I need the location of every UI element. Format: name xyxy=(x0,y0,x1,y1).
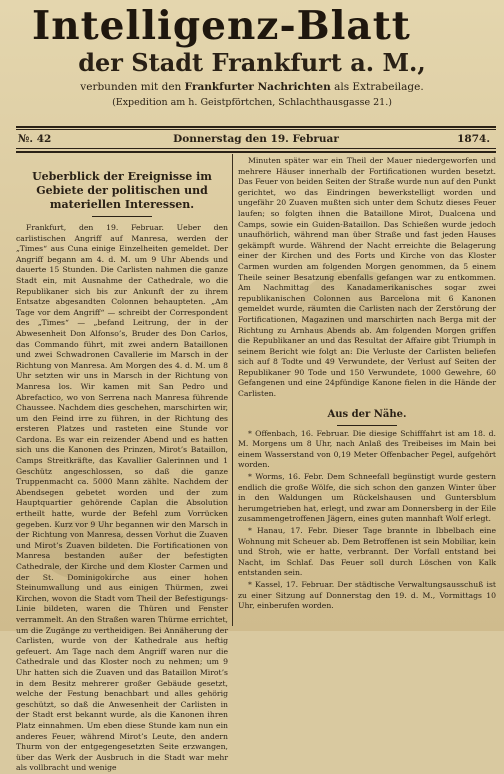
dateline xyxy=(16,132,496,146)
right-column xyxy=(238,156,496,626)
news-item: * Offenbach, 16. Februar. Die diesige Schifffahrt ist am 18. d. M. Morgens um 8 Uhr, nach Anlaß des Treibeises im Main bei einem Wasserstand von 0,19 Meter Offenbacher Pegel, aufgehört worden. xyxy=(238,428,496,470)
article-heading: Ueberblick der Ereignisse im Gebiete der politischen und materiellen Interessen. xyxy=(32,170,212,211)
news-item: * Worms, 16. Febr. Dem Schneefall begünstigt wurde gestern endlich die große Wölfe, die sich schon den ganzen Winter über in den Waldungen um Rückelshausen und Guntersblum herumgetrieben hat, erlegt, und zwar am Donnersberg in der Eile zusammengetroffenen Jägern, eines guten mannhaft Wolf erlegt. xyxy=(238,472,496,524)
expedition-line: (Expedition am h. Geistpförtchen, Schlachthausgasse 21.) xyxy=(112,97,392,108)
article-body: Frankfurt, den 19. Februar. Ueber den carlistischen Angriff auf Manresa, werden der „Times“ aus Cuna einige Einzelheiten gemeldet. Der Angriff begann am 4. d. M. um 9 Uhr Abends und dauerte 15 Stunden. Die Carlisten nahmen die ganze Stadt ein, mit Ausnahme der Cathedrale, wo die Republikaner sich bis zur Ankunft der zu ihrem Entsatze abgesandten Colonnen behaupteten. „Am Tage vor dem Angriff“ — schreibt der Correspondent des „Times“ — „befand Leitrung, der in der Abwesenheit Don Alfonso’s, Bruder des Don Carlos, das Commando führt, mit zwei andern Bataillonen und zwei Schwadronen Cavallerie im Marsch in der Richtung von Manresa. Am Morgen des 4. d. M. um 8 Uhr setzten wir uns in Marsch in der Richtung von Manresa los. Wir kamen mit San Pedro und Abrefactico, wo von Serrena nach Manresa führende Chaussee. Nachdem dies geschehen, marschirten wir, um den Feind irre zu führen, in der Richtung des ersteren Platzes und rasteten eine Stunde vor Cardona. Es war ein reizender Abend und es hatten sich uns die Kanonen des Prinzen, Mirot’s Bataillon, Camps Streitkräfte, das Kavallier Galerinnen und 1 Geschütz angeschlossen, so daß die ganze Truppenmacht ca. 5000 Mann zählte. Nachdem der Abendsegen gebetet worden und der zum Hauptquartier gehörende Caplan die Absolution ertheilt hatte, wurde der Befehl zum Vorrücken gegeben. Kurz vor 9 Uhr begannen wir den Marsch in der Richtung von Manresa, dessen Vorhut die Zuaven und Mirot’s Zuaven bildeten. Die Fortificationen von Manresa bestanden außer der befestigten Cathedrale, der Kirche und dem Kloster Carmen und der St. Dominigokirche aus einer hohen Steinumwallung und aus einigen Thürmen, zwei Kirchen, wovon die Stadt vom Theil der Befestigungs-Linie bildeten, waren die Thüren und Fenster verrammelt. An den Straßen waren Thürme errichtet, um die Zugänge zu vertheidigen. Bei Annäherung der Carlisten, wurde von der Kathedrale aus heftig gefeuert. Am Tage nach dem Angriff waren nur die Cathedrale und das Kloster noch zu nehmen; um 9 Uhr hatten sich die Zuaven und das Bataillon Mirot’s in dem Besitz mehrerer großer Gebäude gesetzt, welche der Festung benachbart und alles gehörig geschützt, so daß die Anwesenheit der Carlisten in der Stadt erst bekannt wurde, als die Kanonen ihren Platz einnahmen. Um eben diese Stunde kam nun ein anderes Feuer, während Mirot’s Leute, den andern Thurm von der entgegengesetzten Seite erzwangen, über das Werk der Ausbruch in die Stadt war mehr als vollbracht und wenige xyxy=(16,223,228,773)
article-body-continued: Minuten später war ein Theil der Mauer niedergeworfen und mehrere Häuser innerhalb der Fortificationen wurden besetzt. Das Feuer von beiden Seiten der Straße wurde nun auf den Punkt gerichtet, wo das Eindringen bewerkstelligt worden und ungefähr 20 Zuaven mußten sich unter dem Schutz dieses Feuer laufen; so folgten ihnen die Bataillone Mirot, Dualcena und Camps, sowie ein Guiden-Bataillon. Das Schießen wurde jedoch unaufhörlich, während man über Straße und fast jeden Hauses gekämpft wurde. Während der Nacht erreichte die Belagerung einer der Kirchen und des Forts und Kirche von das Kloster Carmen wurden am folgenden Morgen genommen, da 5 einem Theile seiner Besatzung ebenfalls gefangen war zu entkommen. Am Nachmittag des Kanadamerikanisches sogar zwei republikanischen Colonnen aus Barcelona mit 6 Kanonen gemeldet wurde, räumten die Carlisten nach der Zerstörung der Fortificationen, Magazinen und marschirten nach Berga mit der Richtung zu Arnhaus Abends ab. Am folgenden Morgen griffen die Republikaner an und das Resultat der Affaire gibt Triumph in seinem Bericht wie folgt an: Die Verluste der Carlisten beliefen sich auf 8 Todte und 49 Verwundete, der Verlust auf Seiten der Republikaner 90 Tode und 150 Verwundete, 1000 Gewehre, 60 Gefangenen und eine 24pfündige Kanone fielen in die Hände der Carlisten. xyxy=(238,156,496,399)
left-column xyxy=(16,156,228,773)
issue-date: Donnerstag den 19. Februar xyxy=(173,133,339,145)
issue-number: №. 42 xyxy=(18,133,52,145)
section-heading: Aus der Nähe. xyxy=(327,408,407,420)
dateline-rule-thick xyxy=(16,151,496,153)
masthead-rule xyxy=(16,126,496,128)
news-item: * Kassel, 17. Februar. Der städtische Verwaltungsausschuß ist zu einer Sitzung auf Donnerstag den 19. d. M., Vormittags 10 Uhr, einberufen worden. xyxy=(238,579,496,611)
dateline-rule xyxy=(16,148,496,149)
supplement-bold: Frankfurter Nachrichten xyxy=(184,81,331,93)
newspaper-subtitle: der Stadt Frankfurt a. M., xyxy=(78,48,426,77)
issue-year: 1874. xyxy=(457,133,490,145)
section-rule xyxy=(337,425,397,426)
masthead-rule-thin xyxy=(16,129,496,130)
newspaper-title: Intelligenz-Blatt xyxy=(32,3,411,49)
supplement-post: als Extrabeilage. xyxy=(334,81,424,93)
article-heading-rule xyxy=(92,216,152,217)
column-divider xyxy=(232,154,233,626)
news-item: * Hanau, 17. Febr. Dieser Tage brannte in Ibbelbach eine Wohnung mit Scheuer ab. Dem Betroffenen ist sein Mobiliar, kein und Stroh, wie er hatte, verbrannt. Der Vorfall entstand bei Nacht, im Schlaf. Das Feuer soll durch Löschen von Kalk entstanden sein. xyxy=(238,526,496,578)
supplement-pre: verbunden mit den xyxy=(80,81,182,93)
supplement-line xyxy=(0,80,504,94)
masthead xyxy=(0,0,504,140)
